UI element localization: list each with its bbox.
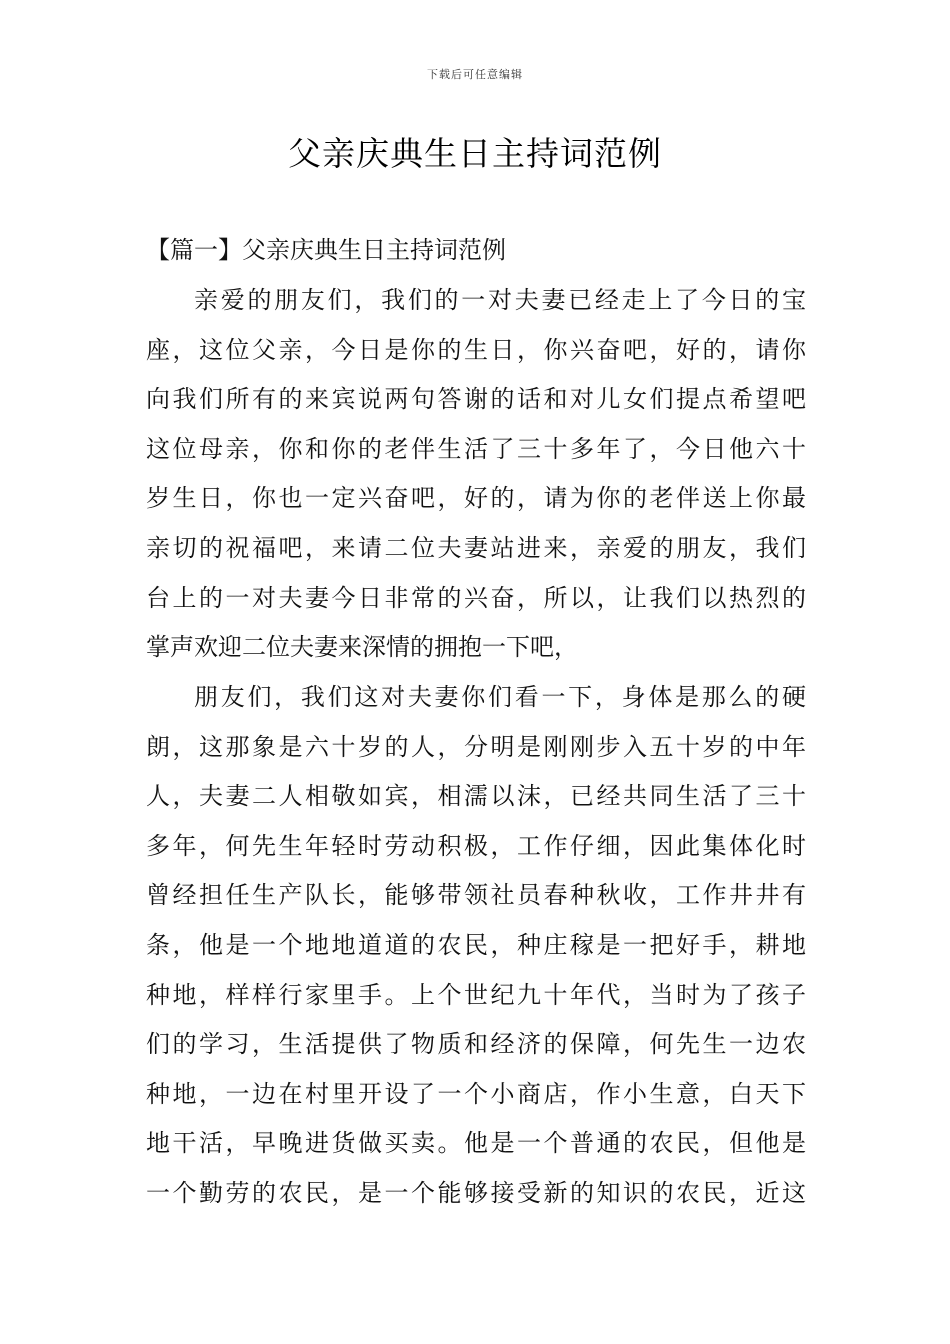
paragraph-line: 们的学习，生活提供了物质和经济的保障，何先生一边农 [146, 1030, 806, 1059]
paragraph-line: 朗，这那象是六十岁的人，分明是刚刚步入五十岁的中年 [146, 732, 806, 761]
paragraph-line: 种地，样样行家里手。上个世纪九十年代，当时为了孩子 [146, 980, 806, 1009]
paragraph-line: 亲切的祝福吧，来请二位夫妻站进来，亲爱的朋友，我们 [146, 533, 806, 562]
paragraph-line: 掌声欢迎二位夫妻来深情的拥抱一下吧， [146, 633, 578, 662]
paragraph-line: 条，他是一个地地道道的农民，种庄稼是一把好手，耕地 [146, 930, 806, 959]
paragraph-line: 亲爱的朋友们，我们的一对夫妻已经走上了今日的宝 [194, 286, 806, 314]
paragraph-line: 这位母亲，你和你的老伴生活了三十多年了，今日他六十 [146, 434, 806, 463]
paragraph-line: 一个勤劳的农民，是一个能够接受新的知识的农民，近这 [146, 1178, 806, 1207]
paragraph-line: 人，夫妻二人相敬如宾，相濡以沫，已经共同生活了三十 [146, 782, 806, 811]
page-header-note: 下载后可任意编辑 [427, 68, 523, 81]
paragraph-line: 向我们所有的来宾说两句答谢的话和对儿女们提点希望吧 [146, 385, 806, 414]
paragraph-line: 种地，一边在村里开设了一个小商店，作小生意，白天下 [146, 1079, 806, 1108]
paragraph-line: 座，这位父亲，今日是你的生日，你兴奋吧，好的，请你 [146, 335, 806, 364]
paragraph-line: 多年，何先生年轻时劳动积极，工作仔细，因此集体化时 [146, 831, 806, 860]
paragraph-line: 台上的一对夫妻今日非常的兴奋，所以，让我们以热烈的 [146, 583, 806, 612]
paragraph-2 [146, 673, 806, 1219]
paragraph-line: 朋友们，我们这对夫妻你们看一下，身体是那么的硬 [194, 683, 806, 711]
paragraph-line: 岁生日，你也一定兴奋吧，好的，请为你的老伴送上你最 [146, 484, 806, 513]
paragraph-1 [146, 276, 806, 673]
document-title: 父亲庆典生日主持词范例 [288, 134, 662, 173]
paragraph-line: 地干活，早晚进货做买卖。他是一个普通的农民，但他是 [146, 1129, 806, 1158]
paragraph-line: 曾经担任生产队长，能够带领社员春种秋收，工作井井有 [146, 881, 806, 910]
section-heading: 【篇一】父亲庆典生日主持词范例 [146, 236, 506, 264]
